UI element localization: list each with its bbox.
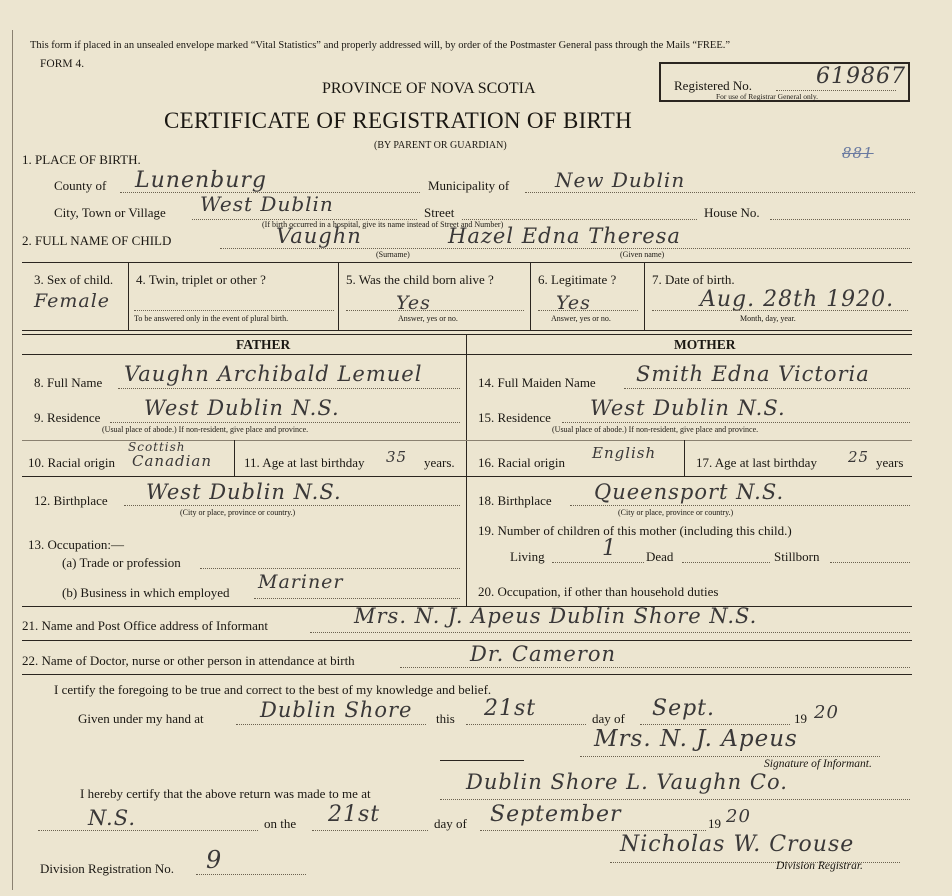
father-birthplace: West Dublin N.S. [146, 480, 342, 504]
children-count-label: 19. Number of children of this mother (including this child.) [478, 523, 792, 538]
given-year: 20 [814, 702, 839, 723]
registrar-year: 20 [726, 806, 751, 827]
mother-name-label: 14. Full Maiden Name [478, 375, 596, 390]
mother-years-label: years [876, 455, 904, 470]
surname-caption: (Surname) [376, 250, 410, 259]
father-age-label: 11. Age at last birthday [244, 455, 365, 470]
mother-heading: MOTHER [674, 337, 736, 352]
father-name: Vaughn Archibald Lemuel [124, 362, 423, 386]
house-label: House No. [704, 205, 760, 220]
registrar-signature: Nicholas W. Crouse [620, 832, 855, 857]
alive-caption: Answer, yes or no. [398, 314, 458, 323]
certificate-title: CERTIFICATE OF REGISTRATION OF BIRTH [164, 108, 633, 133]
living-label: Living [510, 549, 545, 564]
sex-value: Female [34, 290, 111, 312]
twin-note: To be answered only in the event of plural birth. [134, 314, 289, 323]
given-year-prefix: 19 [794, 711, 807, 726]
registrar-statement: I hereby certify that the above return was made to me at [80, 786, 371, 801]
signature-caption: Signature of Informant. [764, 758, 872, 770]
father-heading: FATHER [236, 337, 291, 352]
given-place: Dublin Shore [260, 698, 413, 722]
form-number: FORM 4. [40, 58, 85, 70]
father-racial-label: 10. Racial origin [28, 455, 116, 470]
certify-statement: I certify the foregoing to be true and correct to the best of my knowledge and belief. [54, 682, 492, 697]
street-note: (If birth occurred in a hospital, give its name instead of Street and Number) [262, 220, 504, 229]
mail-notice: This form if placed in an unsealed envelope marked “Vital Statistics” and properly addressed will, by order of the Postmaster General pass through the Mails “FREE.” [30, 40, 731, 51]
legitimate-label: 6. Legitimate ? [538, 272, 617, 287]
stillborn-label: Stillborn [774, 549, 820, 564]
sex-label: 3. Sex of child. [34, 272, 114, 287]
division-registration-number: 9 [206, 846, 223, 874]
registrar-province: N.S. [88, 806, 137, 830]
certificate-subtitle: (BY PARENT OR GUARDIAN) [374, 140, 507, 151]
father-residence-label: 9. Residence [34, 410, 101, 425]
municipality-label: Municipality of [428, 178, 510, 193]
father-birthplace-caption: (City or place, province or country.) [180, 508, 296, 517]
registrar-day-of-label: day of [434, 816, 467, 831]
registered-label: Registered No. [674, 78, 752, 93]
place-label: 1. PLACE OF BIRTH. [22, 152, 141, 167]
father-birthplace-label: 12. Birthplace [34, 493, 108, 508]
mother-racial: English [592, 444, 657, 462]
on-the-label: on the [264, 816, 297, 831]
father-residence: West Dublin N.S. [144, 396, 340, 420]
city-label: City, Town or Village [54, 205, 166, 220]
business-label: (b) Business in which employed [62, 585, 230, 600]
doctor-label: 22. Name of Doctor, nurse or other person in attendance at birth [22, 653, 355, 668]
county-value: Lunenburg [135, 168, 267, 193]
given-day-of-label: day of [592, 711, 625, 726]
informant-value: Mrs. N. J. Apeus Dublin Shore N.S. [354, 604, 758, 628]
given-under-label: Given under my hand at [78, 711, 204, 726]
municipality-value: New Dublin [555, 168, 686, 192]
alive-label: 5. Was the child born alive ? [346, 272, 494, 287]
mother-age-label: 17. Age at last birthday [696, 455, 817, 470]
mother-age: 25 [848, 448, 870, 466]
street-label: Street [424, 205, 455, 220]
mother-birthplace-caption: (City or place, province or country.) [618, 508, 734, 517]
mother-residence-label: 15. Residence [478, 410, 551, 425]
occupation-label: 13. Occupation:— [28, 537, 125, 552]
dead-label: Dead [646, 549, 674, 564]
living-value: 1 [602, 536, 617, 561]
father-business: Mariner [258, 571, 344, 593]
mother-name: Smith Edna Victoria [636, 362, 870, 386]
father-age: 35 [386, 448, 408, 466]
division-registration-label: Division Registration No. [40, 861, 174, 876]
father-racial-above: Scottish [128, 440, 186, 454]
child-name-label: 2. FULL NAME OF CHILD [22, 233, 172, 248]
given-month: Sept. [652, 696, 716, 721]
registrar-day: 21st [328, 802, 381, 827]
registrar-caption: Division Registrar. [776, 860, 863, 872]
mother-racial-label: 16. Racial origin [478, 455, 566, 470]
mother-birthplace: Queensport N.S. [594, 480, 785, 504]
mother-occupation-label: 20. Occupation, if other than household duties [478, 584, 719, 599]
twin-label: 4. Twin, triplet or other ? [136, 272, 266, 287]
province-heading: PROVINCE OF NOVA SCOTIA [322, 80, 536, 97]
registrar-place: Dublin Shore L. Vaughn Co. [466, 770, 788, 794]
informant-label: 21. Name and Post Office address of Informant [22, 618, 268, 633]
child-given-name: Hazel Edna Theresa [448, 224, 681, 248]
informant-signature: Mrs. N. J. Apeus [594, 726, 798, 752]
given-day: 21st [484, 696, 537, 721]
dob-label: 7. Date of birth. [652, 272, 735, 287]
legitimate-value: Yes [556, 292, 591, 314]
registrar-month: September [490, 802, 622, 827]
registered-number: 619867 [816, 64, 906, 89]
father-name-label: 8. Full Name [34, 375, 103, 390]
corner-mark: 881 [842, 144, 874, 162]
registrar-year-prefix: 19 [708, 816, 721, 831]
margin-rule [12, 30, 13, 890]
city-value: West Dublin [200, 192, 334, 216]
child-surname: Vaughn [276, 224, 362, 248]
mother-birthplace-label: 18. Birthplace [478, 493, 552, 508]
alive-value: Yes [396, 292, 431, 314]
trade-label: (a) Trade or profession [62, 555, 181, 570]
given-caption: (Given name) [620, 250, 665, 259]
father-residence-caption: (Usual place of abode.) If non-resident, give place and province. [102, 425, 309, 434]
dob-value: Aug. 28th 1920. [700, 287, 895, 312]
county-label: County of [54, 178, 107, 193]
legitimate-caption: Answer, yes or no. [551, 314, 611, 323]
this-label: this [436, 711, 455, 726]
father-years-label: years. [424, 455, 455, 470]
doctor-value: Dr. Cameron [470, 642, 617, 666]
registrar-use-note: For use of Registrar General only. [716, 92, 818, 101]
father-racial: Canadian [132, 452, 213, 470]
mother-residence: West Dublin N.S. [590, 396, 786, 420]
dob-caption: Month, day, year. [740, 314, 796, 323]
mother-residence-caption: (Usual place of abode.) If non-resident, give place and province. [552, 425, 759, 434]
